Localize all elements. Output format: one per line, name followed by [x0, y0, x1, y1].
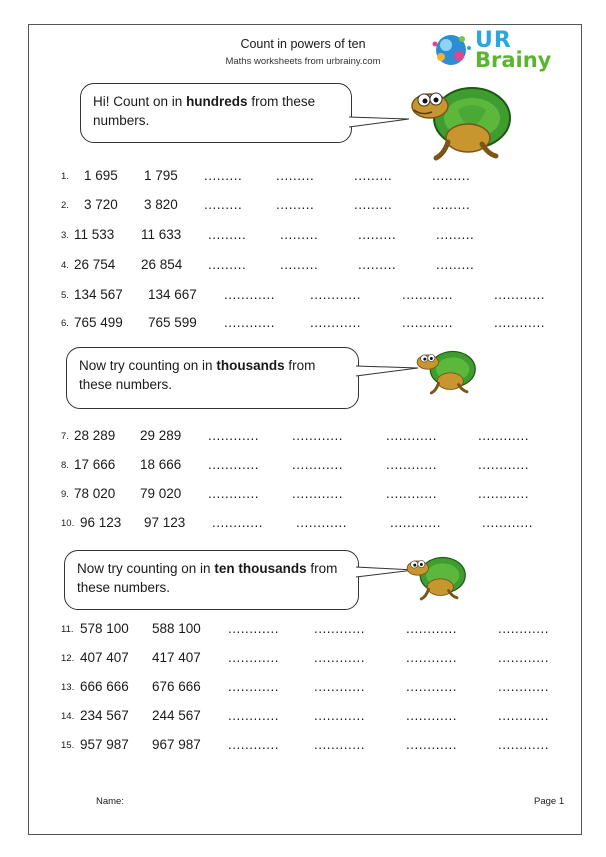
next-number: 3 820 — [144, 197, 178, 212]
answer-blank[interactable]: ............ — [478, 428, 530, 443]
answer-blank[interactable]: ............ — [208, 457, 260, 472]
answer-blank[interactable]: ......... — [276, 168, 315, 183]
bubble-text: from these numbers. — [77, 561, 338, 595]
turtle-icon — [410, 346, 480, 396]
answer-blank[interactable]: ......... — [358, 257, 397, 272]
answer-blank[interactable]: ......... — [436, 227, 475, 242]
answer-blank[interactable]: ......... — [204, 197, 243, 212]
answer-blank[interactable]: ............ — [402, 287, 454, 302]
question-number: 15. — [61, 740, 75, 751]
start-number: 666 666 — [80, 679, 129, 694]
question-number: 13. — [61, 682, 75, 693]
answer-blank[interactable]: ............ — [228, 650, 280, 665]
answer-blank[interactable]: ............ — [224, 315, 276, 330]
answer-blank[interactable]: ............ — [292, 457, 344, 472]
start-number: 3 720 — [84, 197, 118, 212]
answer-blank[interactable]: ......... — [358, 227, 397, 242]
speech-bubble-thousands — [66, 347, 359, 409]
answer-blank[interactable]: ............ — [494, 287, 546, 302]
turtle-icon — [400, 552, 470, 602]
start-number: 134 567 — [74, 287, 123, 302]
answer-blank[interactable]: ............ — [314, 708, 366, 723]
answer-blank[interactable]: ............ — [314, 679, 366, 694]
answer-blank[interactable]: ......... — [432, 197, 471, 212]
answer-blank[interactable]: ............ — [494, 315, 546, 330]
answer-blank[interactable]: ............ — [498, 621, 550, 636]
start-number: 1 695 — [84, 168, 118, 183]
question-number: 4. — [61, 260, 69, 271]
next-number: 26 854 — [141, 257, 183, 272]
answer-blank[interactable]: ......... — [354, 197, 393, 212]
next-number: 676 666 — [152, 679, 201, 694]
answer-blank[interactable]: ............ — [292, 428, 344, 443]
question-number: 9. — [61, 489, 69, 500]
answer-blank[interactable]: ......... — [204, 168, 243, 183]
next-number: 588 100 — [152, 621, 201, 636]
logo-ur-text: UR — [475, 28, 512, 53]
answer-blank[interactable]: ............ — [224, 287, 276, 302]
answer-blank[interactable]: ............ — [208, 486, 260, 501]
start-number: 578 100 — [80, 621, 129, 636]
speech-bubble-ten-thousands — [64, 550, 359, 610]
answer-blank[interactable]: ......... — [432, 168, 471, 183]
next-number: 29 289 — [140, 428, 182, 443]
answer-blank[interactable]: ............ — [406, 621, 458, 636]
answer-blank[interactable]: ............ — [314, 650, 366, 665]
question-number: 8. — [61, 460, 69, 471]
urbrainy-logo — [429, 26, 552, 76]
answer-blank[interactable]: ............ — [478, 486, 530, 501]
answer-blank[interactable]: ............ — [482, 515, 534, 530]
start-number: 28 289 — [74, 428, 116, 443]
answer-blank[interactable]: ......... — [276, 197, 315, 212]
answer-blank[interactable]: ............ — [406, 679, 458, 694]
answer-blank[interactable]: ......... — [280, 227, 319, 242]
bubble-bold-text: ten thousands — [214, 561, 307, 576]
answer-blank[interactable]: ............ — [402, 315, 454, 330]
page-number: Page 1 — [534, 796, 565, 807]
start-number: 957 987 — [80, 737, 129, 752]
answer-blank[interactable]: ............ — [228, 679, 280, 694]
start-number: 26 754 — [74, 257, 116, 272]
answer-blank[interactable]: ............ — [498, 708, 550, 723]
answer-blank[interactable]: ............ — [228, 708, 280, 723]
next-number: 765 599 — [148, 315, 197, 330]
answer-blank[interactable]: ............ — [208, 428, 260, 443]
question-number: 12. — [61, 653, 75, 664]
question-number: 14. — [61, 711, 75, 722]
next-number: 417 407 — [152, 650, 201, 665]
start-number: 17 666 — [74, 457, 116, 472]
worksheet-title: Count in powers of ten — [240, 37, 366, 51]
next-number: 11 633 — [141, 227, 182, 242]
answer-blank[interactable]: ............ — [296, 515, 348, 530]
next-number: 97 123 — [144, 515, 186, 530]
speech-bubble-hundreds — [80, 83, 352, 143]
question-number: 2. — [61, 200, 69, 211]
question-number: 10. — [61, 518, 75, 529]
question-number: 3. — [61, 230, 69, 241]
answer-blank[interactable]: ............ — [314, 737, 366, 752]
logo-brainy-text: Brainy — [475, 48, 552, 72]
answer-blank[interactable]: ............ — [386, 457, 438, 472]
answer-blank[interactable]: ............ — [292, 486, 344, 501]
answer-blank[interactable]: ............ — [406, 650, 458, 665]
answer-blank[interactable]: ......... — [354, 168, 393, 183]
bubble-text: Hi! Count on in — [93, 94, 187, 109]
turtle-icon — [400, 80, 518, 162]
next-number: 244 567 — [152, 708, 201, 723]
answer-blank[interactable]: ............ — [310, 315, 362, 330]
next-number: 79 020 — [140, 486, 182, 501]
question-number: 1. — [61, 171, 69, 182]
start-number: 407 407 — [80, 650, 129, 665]
brain-ball-icon — [429, 26, 479, 76]
answer-blank[interactable]: ............ — [406, 737, 458, 752]
question-number: 11. — [61, 624, 74, 635]
next-number: 1 795 — [144, 168, 178, 183]
answer-blank[interactable]: ............ — [212, 515, 264, 530]
next-number: 967 987 — [152, 737, 201, 752]
answer-blank[interactable]: ......... — [208, 257, 247, 272]
answer-blank[interactable]: ............ — [390, 515, 442, 530]
next-number: 18 666 — [140, 457, 182, 472]
answer-blank[interactable]: ............ — [310, 287, 362, 302]
bubble-bold-text: hundreds — [186, 94, 248, 109]
name-label: Name: — [96, 796, 124, 807]
question-number: 7. — [61, 431, 69, 442]
answer-blank[interactable]: ............ — [498, 679, 550, 694]
start-number: 11 533 — [74, 227, 115, 242]
start-number: 78 020 — [74, 486, 116, 501]
answer-blank[interactable]: ......... — [208, 227, 247, 242]
question-number: 5. — [61, 290, 69, 301]
bubble-text: from these numbers. — [93, 94, 316, 128]
start-number: 96 123 — [80, 515, 122, 530]
bubble-text: from these numbers. — [79, 358, 316, 392]
bubble-bold-text: thousands — [216, 358, 285, 373]
answer-blank[interactable]: ............ — [406, 708, 458, 723]
answer-blank[interactable]: ............ — [498, 650, 550, 665]
answer-blank[interactable]: ............ — [386, 428, 438, 443]
start-number: 765 499 — [74, 315, 123, 330]
answer-blank[interactable]: ............ — [386, 486, 438, 501]
answer-blank[interactable]: ............ — [228, 621, 280, 636]
answer-blank[interactable]: ............ — [314, 621, 366, 636]
bubble-text: Now try counting on in — [79, 358, 217, 373]
worksheet-subtitle: Maths worksheets from urbrainy.com — [225, 56, 381, 67]
bubble-text: Now try counting on in — [77, 561, 215, 576]
answer-blank[interactable]: ......... — [436, 257, 475, 272]
answer-blank[interactable]: ............ — [228, 737, 280, 752]
answer-blank[interactable]: ......... — [280, 257, 319, 272]
answer-blank[interactable]: ............ — [498, 737, 550, 752]
next-number: 134 667 — [148, 287, 197, 302]
answer-blank[interactable]: ............ — [478, 457, 530, 472]
start-number: 234 567 — [80, 708, 129, 723]
question-number: 6. — [61, 318, 69, 329]
